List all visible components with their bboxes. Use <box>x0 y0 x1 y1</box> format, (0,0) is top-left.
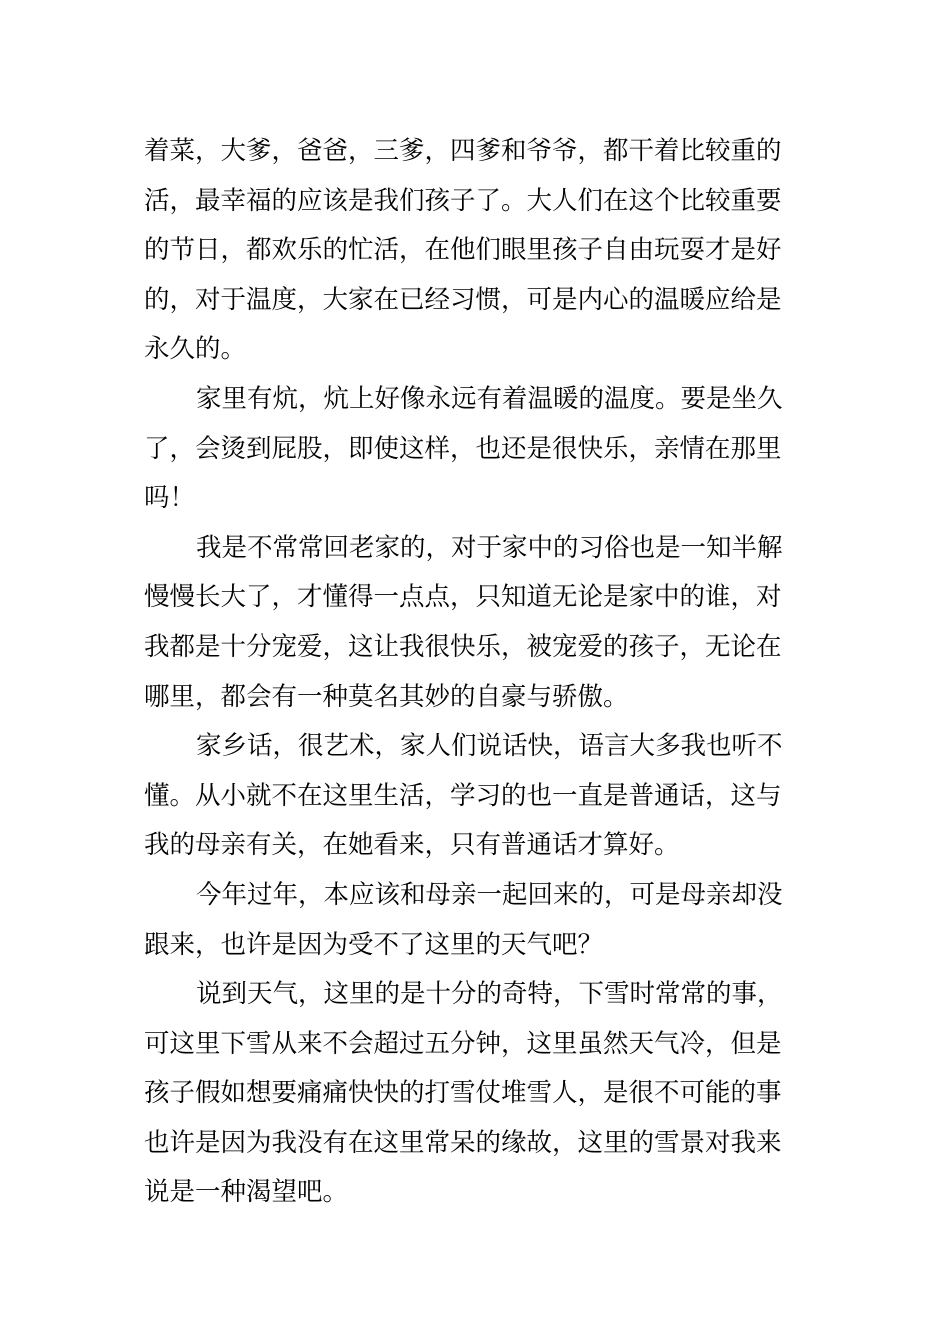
text-line: 的，对于温度，大家在已经习惯，可是内心的温暖应给是 <box>144 284 782 315</box>
text-line: 慢慢长大了，才懂得一点点，只知道无论是家中的谁，对 <box>144 582 782 613</box>
paragraph-first-line: 家里有炕，炕上好像永远有着温暖的温度。要是坐久 <box>196 383 783 414</box>
text-line: 也许是因为我没有在这里常呆的缘故，这里的雪景对我来 <box>144 1127 782 1158</box>
text-line: 跟来，也许是因为受不了这里的天气吧？ <box>144 929 604 960</box>
paragraph-first-line: 家乡话，很艺术，家人们说话快，语言大多我也听不 <box>196 731 783 762</box>
text-line: 我都是十分宠爱，这让我很快乐，被宠爱的孩子，无论在 <box>144 631 782 662</box>
paragraph-first-line: 我是不常常回老家的，对于家中的习俗也是一知半解 <box>196 532 783 563</box>
text-line: 我的母亲有关，在她看来，只有普通话才算好。 <box>144 830 680 861</box>
text-line: 吗！ <box>144 483 196 514</box>
text-line: 可这里下雪从来不会超过五分钟，这里虽然天气冷，但是 <box>144 1028 782 1059</box>
text-line: 的节日，都欢乐的忙活，在他们眼里孩子自由玩耍才是好 <box>144 235 782 266</box>
paragraph-first-line: 说到天气，这里的是十分的奇特，下雪时常常的事， <box>196 979 783 1010</box>
paragraph-first-line: 今年过年，本应该和母亲一起回来的，可是母亲却没 <box>196 879 783 910</box>
text-line: 懂。从小就不在这里生活，学习的也一直是普通话，这与 <box>144 780 782 811</box>
text-line: 说是一种渴望吧。 <box>144 1177 349 1208</box>
document-body-text <box>144 127 808 1218</box>
text-line: 着菜，大爹，爸爸，三爹，四爹和爷爷，都干着比较重的 <box>144 136 782 166</box>
text-line: 哪里，都会有一种莫名其妙的自豪与骄傲。 <box>144 681 629 712</box>
text-line: 活，最幸福的应该是我们孩子了。大人们在这个比较重要 <box>144 185 782 216</box>
text-line: 永久的。 <box>144 334 247 365</box>
text-line: 了，会烫到屁股，即使这样，也还是很快乐，亲情在那里 <box>144 433 782 464</box>
text-line: 孩子假如想要痛痛快快的打雪仗堆雪人，是很不可能的事 <box>144 1078 782 1109</box>
